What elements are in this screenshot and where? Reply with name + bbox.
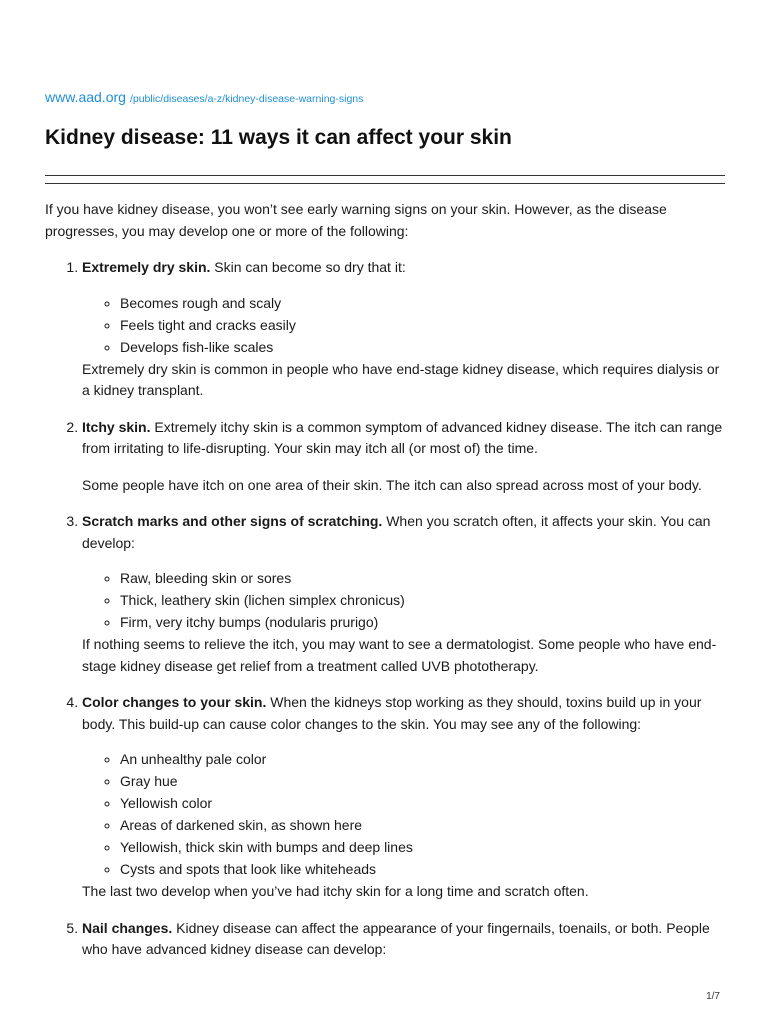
sub-list-item: ◦ An unhealthy pale color <box>120 749 725 771</box>
page-title: Kidney disease: 11 ways it can affect your skin <box>45 126 512 149</box>
sub-list-item: ◦ Thick, leathery skin (lichen simplex chronicus) <box>120 590 725 612</box>
sub-list-item: ◦ Yellowish, thick skin with bumps and deep lines <box>120 837 725 859</box>
url-path-link[interactable]: /public/diseases/a-z/kidney-disease-warning-signs <box>129 93 364 105</box>
source-url <box>45 89 363 107</box>
sub-list <box>82 293 725 359</box>
item-title: Color changes to your skin. <box>82 694 267 710</box>
item-text: Skin can become so dry that it: <box>210 259 406 275</box>
sub-list-item: ◦ Develops fish-like scales <box>120 337 725 359</box>
item-text: Extremely itchy skin is a common symptom of advanced kidney disease. The itch can range from irritating to life-disrupting. Your skin may itch all (or most of) the time. <box>82 418 723 456</box>
sub-list-item: ◦ Becomes rough and scaly <box>120 293 725 315</box>
divider-bottom <box>45 183 725 184</box>
item-text: Kidney disease can affect the appearance of your fingernails, toenails, or both. People who have advanced kidney disease can develop: <box>82 919 710 957</box>
list-item <box>82 918 725 961</box>
list-item <box>82 417 725 497</box>
sub-list-item: ◦ Raw, bleeding skin or sores <box>120 568 725 590</box>
item-title: Extremely dry skin. <box>82 259 211 275</box>
sub-list <box>82 568 725 634</box>
list-item <box>82 692 725 903</box>
sub-list-item: ◦ Cysts and spots that look like whiteheads <box>120 859 725 881</box>
item-followup: Some people have itch on one area of their skin. The itch can also spread across most of your body. <box>82 476 702 493</box>
list-item <box>82 257 725 402</box>
item-followup: The last two develop when you’ve had itchy skin for a long time and scratch often. <box>82 883 589 899</box>
page-number: 1/7 <box>706 991 720 1002</box>
item-followup: If nothing seems to relieve the itch, you may want to see a dermatologist. Some people who have end-stage kidney disease get relief from a treatment called UVB phototherapy. <box>82 636 717 674</box>
sub-list <box>82 749 725 881</box>
symptom-list <box>45 257 725 961</box>
sub-list-item: ◦ Firm, very itchy bumps (nodularis prurigo) <box>120 612 725 634</box>
sub-list-item: ◦ Yellowish color <box>120 793 725 815</box>
item-title: Itchy skin. <box>82 418 151 435</box>
item-title: Scratch marks and other signs of scratching. <box>82 513 383 529</box>
item-text: When the kidneys stop working as they should, toxins build up in your body. This build-up can cause color changes to the skin. You may see any of the following: <box>82 694 702 732</box>
list-item <box>82 511 725 677</box>
item-followup: Extremely dry skin is common in people who have end-stage kidney disease, which requires dialysis or a kidney transplant. <box>82 360 720 398</box>
intro-paragraph: If you have kidney disease, you won’t see early warning signs on your skin. However, as the disease progresses, you may develop one or more of the following: <box>45 201 667 239</box>
url-domain-link[interactable]: www.aad.org <box>45 89 126 105</box>
item-title: Nail changes. <box>82 919 173 936</box>
article-body <box>45 199 725 976</box>
item-text: When you scratch often, it affects your skin. You can develop: <box>82 513 711 551</box>
sub-list-item: ◦ Areas of darkened skin, as shown here <box>120 815 725 837</box>
sub-list-item: ◦ Gray hue <box>120 771 725 793</box>
sub-list-item: ◦ Feels tight and cracks easily <box>120 315 725 337</box>
divider-top <box>45 175 725 176</box>
